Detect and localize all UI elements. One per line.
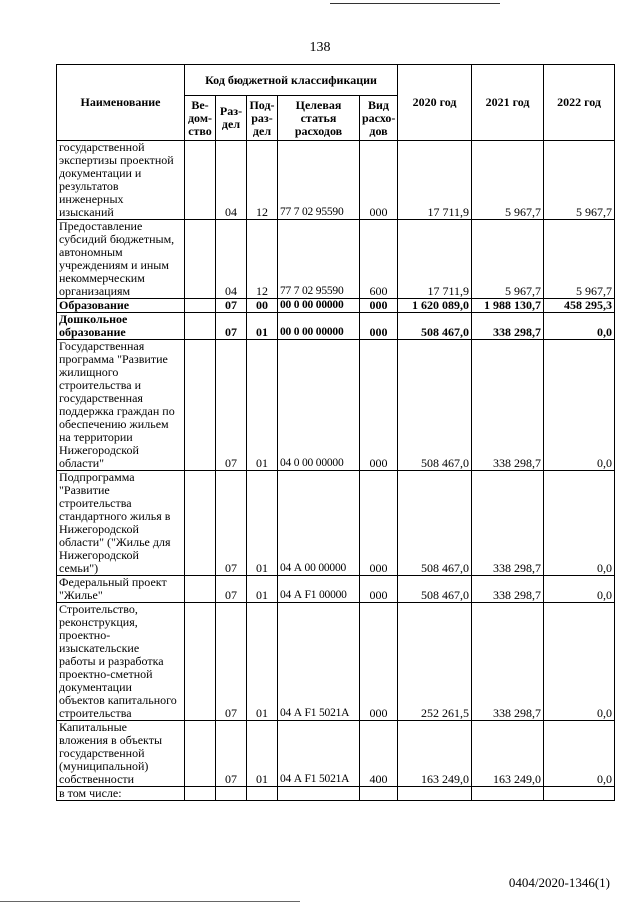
row-vedomstvo: [185, 576, 216, 603]
row-2022: 458 295,3: [544, 299, 615, 313]
header-podrazdel: Под- раз- дел: [247, 96, 278, 141]
row-2022: [544, 787, 615, 801]
row-2020: 508 467,0: [398, 313, 472, 340]
row-2022: 0,0: [544, 313, 615, 340]
row-vid: 600: [360, 220, 398, 299]
row-2021: 338 298,7: [472, 471, 544, 576]
row-razdel: 07: [216, 721, 247, 787]
row-2021: 338 298,7: [472, 340, 544, 471]
header-classification-group: Код бюджетной классификации: [185, 65, 398, 96]
row-podrazdel: 01: [247, 576, 278, 603]
row-2020: 17 711,9: [398, 141, 472, 220]
row-razdel: 07: [216, 299, 247, 313]
row-podrazdel: 12: [247, 141, 278, 220]
row-target: 04 А F1 5021A: [278, 721, 360, 787]
row-target: 00 0 00 00000: [278, 313, 360, 340]
row-2021: 338 298,7: [472, 603, 544, 721]
row-2020: 17 711,9: [398, 220, 472, 299]
scan-artifact-top: [330, 3, 500, 4]
header-razdel: Раз- дел: [216, 96, 247, 141]
row-2020: 252 261,5: [398, 603, 472, 721]
row-2020: 508 467,0: [398, 576, 472, 603]
row-name: Федеральный проект "Жилье": [57, 576, 185, 603]
row-name: Подпрограмма "Развитие строительства стандартного жилья в Нижегородской области" ("Жилье для Нижегородской семьи"): [57, 471, 185, 576]
row-target: 04 А 00 00000: [278, 471, 360, 576]
header-vid: Вид расхо- дов: [360, 96, 398, 141]
table-row: [57, 576, 615, 603]
row-vid: [360, 787, 398, 801]
row-2022: 0,0: [544, 576, 615, 603]
row-podrazdel: 01: [247, 340, 278, 471]
row-razdel: [216, 787, 247, 801]
row-vid: 000: [360, 603, 398, 721]
row-vid: 000: [360, 313, 398, 340]
header-vedomstvo: Ве- дом- ство: [185, 96, 216, 141]
row-vid: 000: [360, 576, 398, 603]
table-row: [57, 141, 615, 220]
row-vid: 000: [360, 340, 398, 471]
row-vedomstvo: [185, 340, 216, 471]
header-2021: 2021 год: [472, 65, 544, 141]
row-podrazdel: 01: [247, 721, 278, 787]
page-number: 138: [309, 40, 331, 55]
row-vid: 400: [360, 721, 398, 787]
row-2022: 0,0: [544, 471, 615, 576]
table-row: [57, 220, 615, 299]
row-razdel: 07: [216, 313, 247, 340]
row-name: государственной экспертизы проектной документации и результатов инженерных изысканий: [57, 141, 185, 220]
row-podrazdel: 01: [247, 603, 278, 721]
table-row: [57, 603, 615, 721]
table-header: [57, 65, 615, 141]
scan-artifact-bottom: [0, 901, 300, 902]
row-name: Строительство, реконструкция, проектно- изыскательские работы и разработка проектно-сметной документации объектов капитального строительства: [57, 603, 185, 721]
row-name: Капитальные вложения в объекты государственной (муниципальной) собственности: [57, 721, 185, 787]
row-name: Предоставление субсидий бюджетным, автономным учреждениям и иным некоммерческим организациям: [57, 220, 185, 299]
row-vedomstvo: [185, 471, 216, 576]
row-2020: 508 467,0: [398, 471, 472, 576]
row-razdel: 07: [216, 603, 247, 721]
row-2020: [398, 787, 472, 801]
row-name: в том числе:: [57, 787, 185, 801]
row-2021: 338 298,7: [472, 313, 544, 340]
row-2022: 0,0: [544, 603, 615, 721]
header-target: Целевая статья расходов: [278, 96, 360, 141]
row-razdel: 04: [216, 220, 247, 299]
row-vedomstvo: [185, 787, 216, 801]
row-vedomstvo: [185, 721, 216, 787]
row-razdel: 07: [216, 340, 247, 471]
budget-table: [56, 64, 615, 801]
row-2020: 508 467,0: [398, 340, 472, 471]
row-podrazdel: 01: [247, 471, 278, 576]
row-name: Государственная программа "Развитие жилищного строительства и государственная поддержка граждан по обеспечению жильем на территории Нижегородской области": [57, 340, 185, 471]
row-name: Дошкольное образование: [57, 313, 185, 340]
row-target: 77 7 02 95590: [278, 141, 360, 220]
header-name: Наименование: [57, 65, 185, 141]
row-target: 04 0 00 00000: [278, 340, 360, 471]
table-row: [57, 721, 615, 787]
row-razdel: 07: [216, 576, 247, 603]
row-2021: 338 298,7: [472, 576, 544, 603]
row-vedomstvo: [185, 603, 216, 721]
row-2021: 5 967,7: [472, 220, 544, 299]
row-2022: 0,0: [544, 721, 615, 787]
header-2020: 2020 год: [398, 65, 472, 141]
row-vedomstvo: [185, 313, 216, 340]
row-vedomstvo: [185, 299, 216, 313]
row-podrazdel: 01: [247, 313, 278, 340]
table-row: [57, 340, 615, 471]
row-vedomstvo: [185, 141, 216, 220]
row-2021: 1 988 130,7: [472, 299, 544, 313]
table-row: [57, 787, 615, 801]
row-vid: 000: [360, 141, 398, 220]
table-row: [57, 313, 615, 340]
row-podrazdel: 00: [247, 299, 278, 313]
row-podrazdel: [247, 787, 278, 801]
row-2020: 1 620 089,0: [398, 299, 472, 313]
table-body: [57, 141, 615, 801]
row-podrazdel: 12: [247, 220, 278, 299]
row-target: 00 0 00 00000: [278, 299, 360, 313]
row-vid: 000: [360, 471, 398, 576]
row-2021: 5 967,7: [472, 141, 544, 220]
document-code: 0404/2020-1346(1): [508, 875, 610, 890]
row-razdel: 07: [216, 471, 247, 576]
row-2021: 163 249,0: [472, 721, 544, 787]
row-2021: [472, 787, 544, 801]
row-name: Образование: [57, 299, 185, 313]
table-row: [57, 299, 615, 313]
row-vid: 000: [360, 299, 398, 313]
row-target: [278, 787, 360, 801]
row-razdel: 04: [216, 141, 247, 220]
table-row: [57, 471, 615, 576]
row-2020: 163 249,0: [398, 721, 472, 787]
row-target: 04 А F1 00000: [278, 576, 360, 603]
row-target: 04 А F1 5021A: [278, 603, 360, 721]
header-2022: 2022 год: [544, 65, 615, 141]
row-2022: 5 967,7: [544, 141, 615, 220]
row-2022: 0,0: [544, 340, 615, 471]
row-vedomstvo: [185, 220, 216, 299]
row-target: 77 7 02 95590: [278, 220, 360, 299]
row-2022: 5 967,7: [544, 220, 615, 299]
